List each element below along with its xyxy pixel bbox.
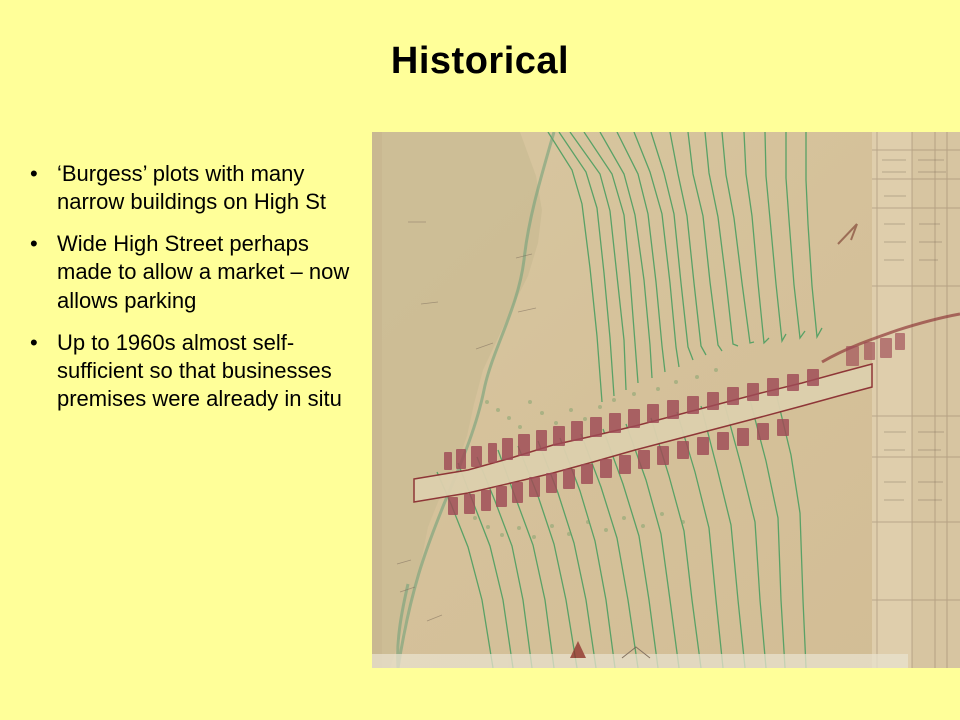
bullet-text-3: Up to 1960s almost self-sufficient so that businesses premises were already in situ — [57, 329, 342, 412]
historical-map-image — [372, 132, 960, 668]
bullet-text-2: Wide High Street perhaps made to allow a market – now allows parking — [57, 231, 350, 313]
historical-map-drawing — [372, 132, 960, 668]
bullet-list — [30, 160, 360, 427]
map-right-panel — [912, 132, 960, 668]
bullet-item-2 — [30, 230, 360, 314]
slide-title: Historical — [390, 40, 570, 82]
bullet-item-3 — [30, 329, 360, 413]
bullet-item-1 — [30, 160, 360, 216]
bullet-text-1: ‘Burgess’ plots with many narrow buildings on High St — [57, 161, 327, 215]
